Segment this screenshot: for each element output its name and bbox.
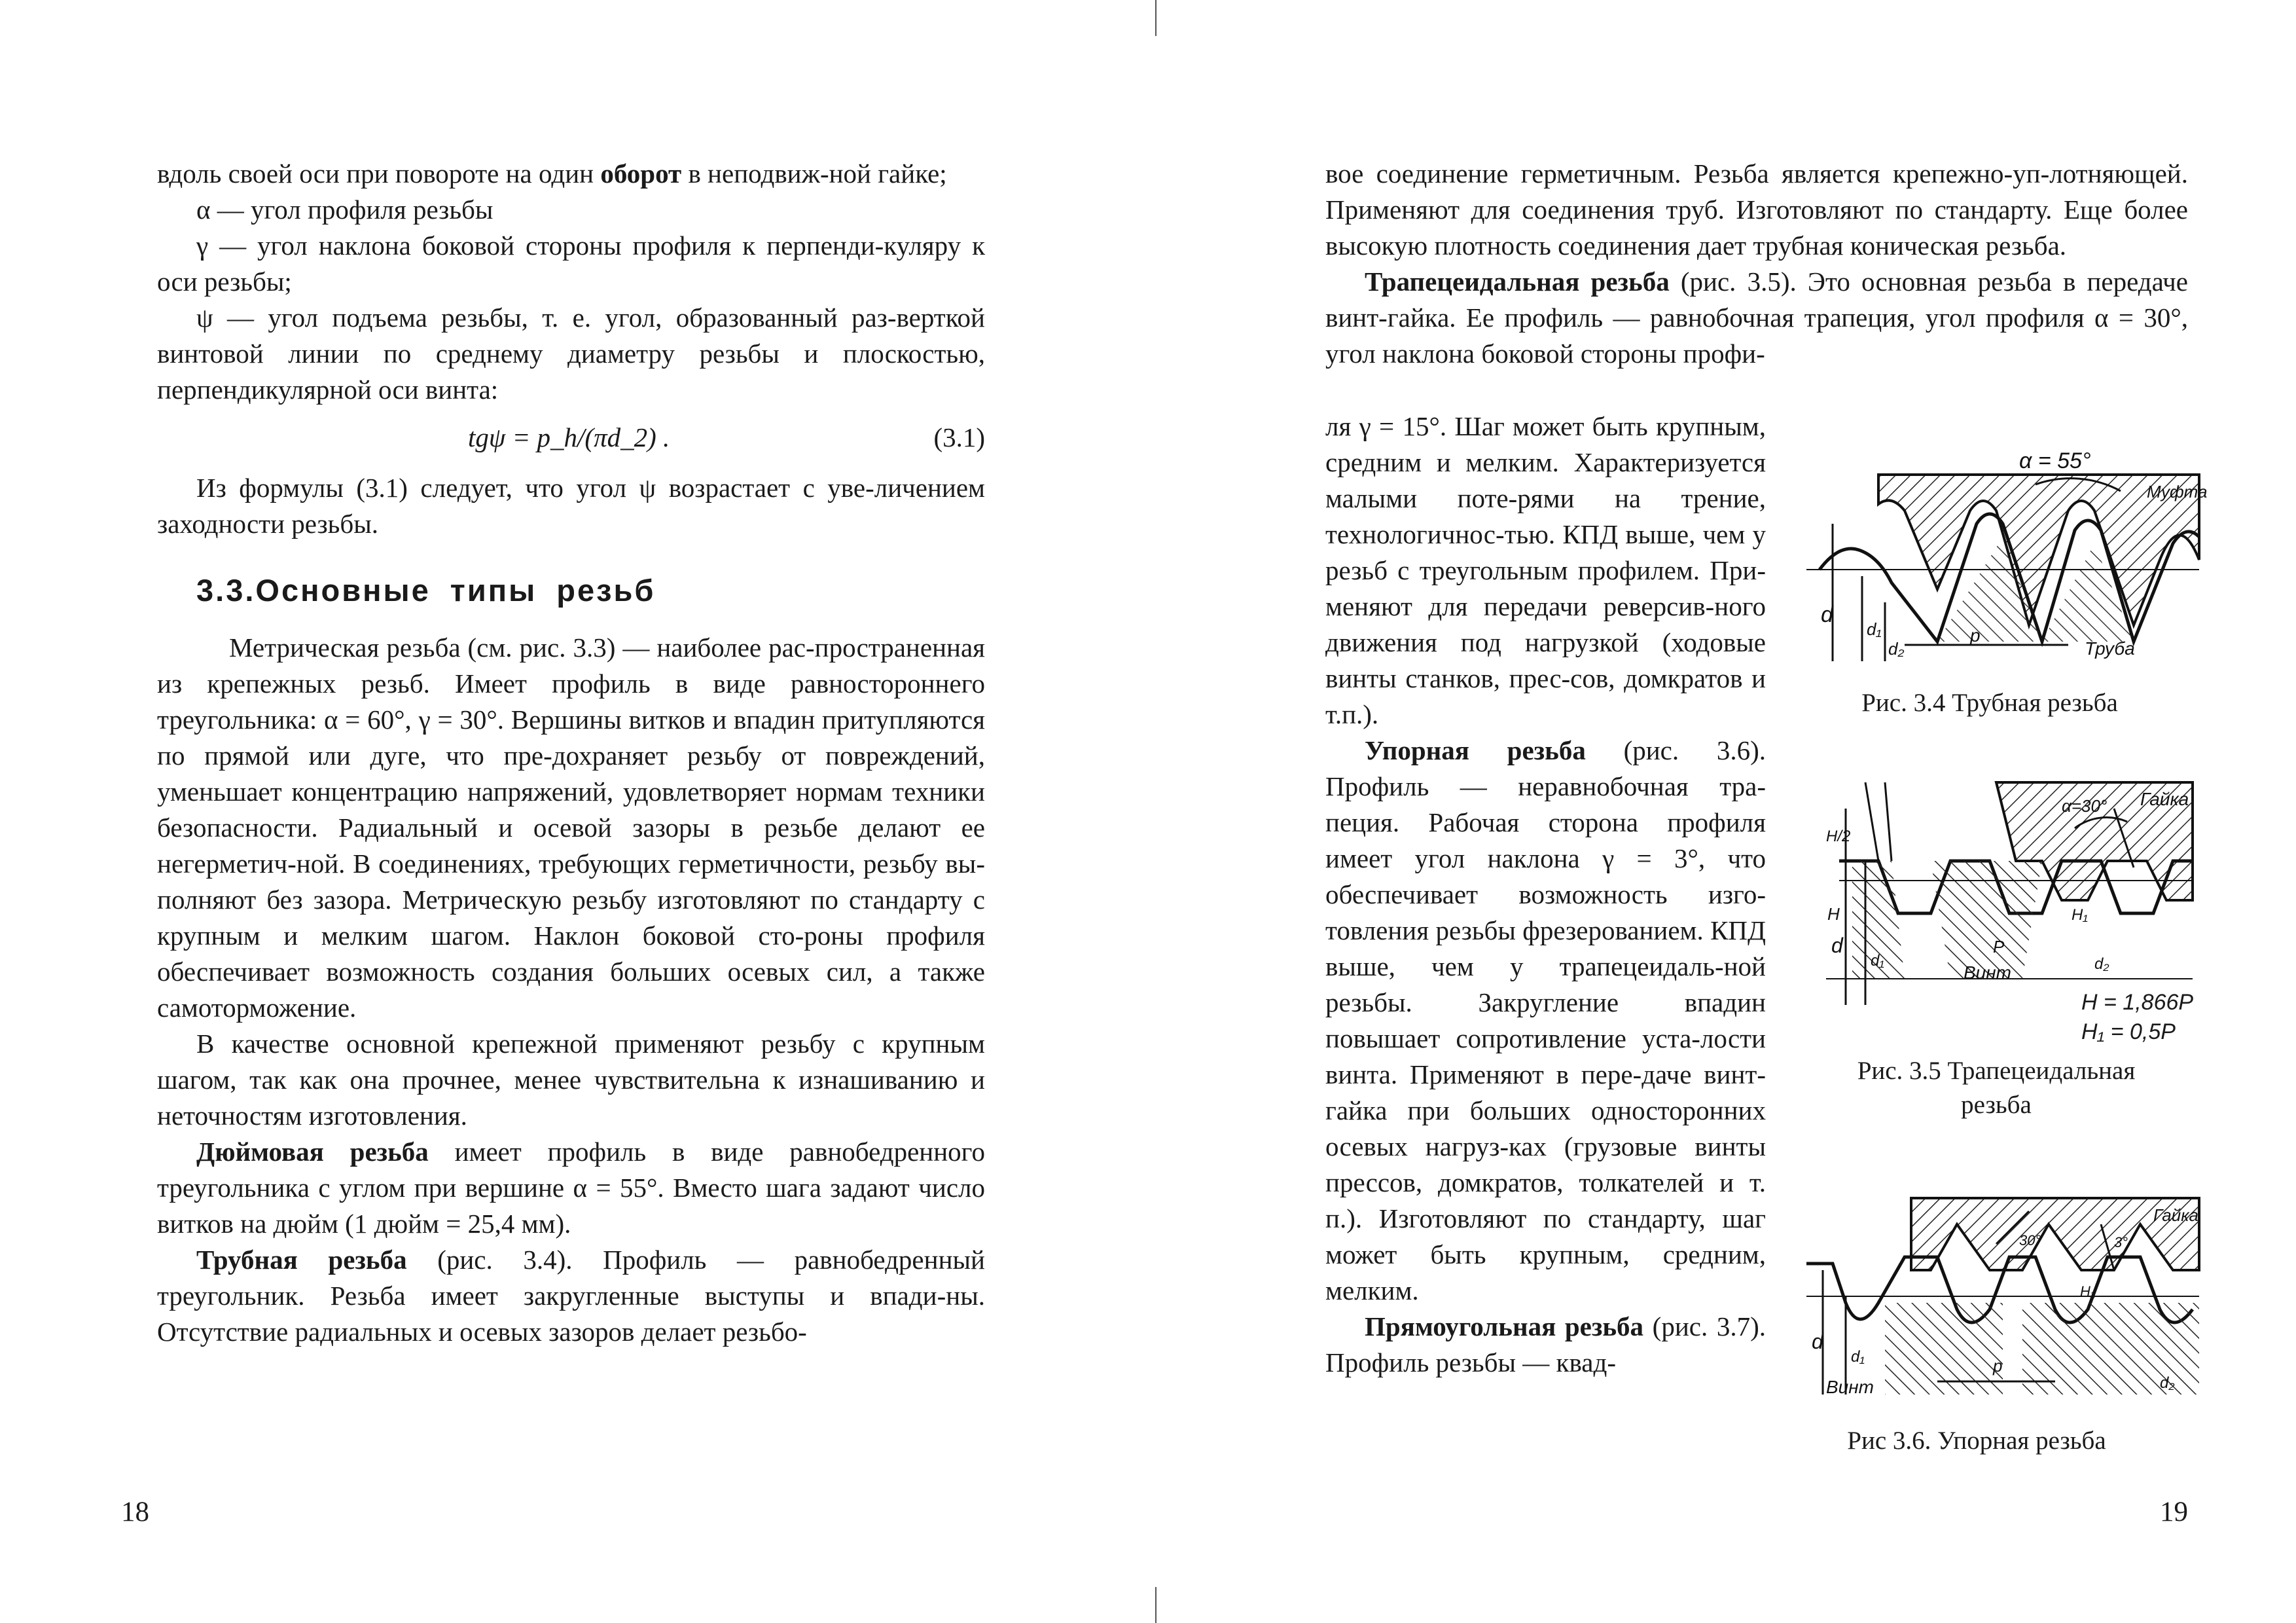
paragraph: Из формулы (3.1) следует, что угол ψ возрастает с уве-личением заходности резьбы. bbox=[157, 473, 985, 539]
right-page-narrow-text bbox=[1325, 409, 1766, 1381]
left-page-number: 18 bbox=[121, 1497, 149, 1527]
label-h1: H₁ bbox=[2072, 906, 2088, 924]
label-3deg: 3° bbox=[2114, 1234, 2128, 1250]
right-page-number: 19 bbox=[2160, 1497, 2188, 1527]
bold-term: Прямоугольная резьба bbox=[1365, 1311, 1644, 1341]
bold-term: оборот bbox=[600, 158, 682, 189]
section-heading: 3.3.Основные типы резьб bbox=[196, 573, 656, 608]
label-alpha-30: α=30° bbox=[2062, 796, 2108, 816]
label-vint: Винт bbox=[1964, 962, 2011, 983]
label-d1-35: d₁ bbox=[1871, 952, 1884, 970]
text-run: ля γ = 15°. Шаг может быть крупным, средним и мелким. Характеризуется малыми поте-рями на трение, технологичнос-тью. КПД выше, чем у резьб с треугольным профилем. При-меняют для передачи реверсив-ного движения под нагрузкой (ходовые винты станков, прес-сов, домкратов и т.п.). bbox=[1325, 411, 1766, 729]
paragraph: ψ — угол подъема резьбы, т. е. угол, образованный раз-верткой винтовой линии по среднему диаметру резьбы и плоскостью, перпендикулярной оси винта: bbox=[157, 302, 985, 405]
label-truba: Труба bbox=[2085, 638, 2135, 659]
figure-3-5-trapezoidal-thread bbox=[1826, 782, 2193, 1018]
crop-mark-bottom bbox=[1155, 1587, 1157, 1623]
paragraph bbox=[157, 1242, 985, 1350]
figure-3-6-caption: Рис 3.6. Упорная резьба bbox=[1847, 1427, 2106, 1455]
paragraph bbox=[1325, 156, 2188, 264]
bold-term: Дюймовая резьба bbox=[196, 1137, 429, 1167]
label-d2-36: d₂ bbox=[2160, 1374, 2175, 1392]
paragraph bbox=[1325, 409, 1766, 733]
label-h: H bbox=[1827, 904, 1840, 924]
label-d1-36: d₁ bbox=[1851, 1348, 1865, 1366]
pipe-hatch bbox=[1846, 551, 1937, 642]
figure-3-4-caption: Рис. 3.4 Трубная резьба bbox=[1861, 689, 2118, 717]
label-d-35: d bbox=[1831, 934, 1843, 957]
figure-3-5-caption: Рис. 3.5 Трапецеидальная резьба bbox=[1857, 1057, 2136, 1119]
paragraph bbox=[1325, 1309, 1766, 1381]
formula-h1: H₁ = 0,5P bbox=[2081, 1019, 2176, 1044]
text-run: В качестве основной крепежной применяют резьбу с крупным шагом, так как она прочнее, менее чувствительна к изнашиванию и неточностям изготовления. bbox=[157, 1029, 985, 1131]
label-vint-36: Винт bbox=[1826, 1377, 1874, 1397]
text-run: вое соединение герметичным. Резьба является крепежно-уп-лотняющей. Применяют для соединения труб. Изготовляют по стандарту. Еще более высокую плотность соединения дает трубная коническая резьба. bbox=[1325, 158, 2188, 261]
paragraph: γ — угол наклона боковой стороны профиля к перпенди-куляру к оси резьбы; bbox=[157, 230, 985, 297]
paragraph bbox=[157, 156, 985, 192]
equation: tgψ = p_h/(πd_2) . bbox=[468, 422, 670, 452]
text-run: в неподвиж-ной гайке; bbox=[681, 158, 947, 189]
text-run: имеет профиль в виде равнобедренного треугольника с углом при вершине α = 55°. Вместо шага задают число витков на дюйм (1 дюйм = 25,4 мм). bbox=[157, 1137, 985, 1239]
label-d1: d₁ bbox=[1867, 619, 1882, 639]
label-d2: d₂ bbox=[1888, 639, 1905, 659]
label-d: d bbox=[1821, 602, 1833, 627]
bold-term: Трапецеидальная резьба bbox=[1365, 266, 1670, 297]
text-run: вдоль своей оси при повороте на один bbox=[157, 158, 601, 189]
label-gaika: Гайка bbox=[2140, 789, 2189, 809]
text-run: Метрическая резьба (см. рис. 3.3) — наиболее рас-пространенная из крепежных резьб. Имеет профиль в виде равностороннего треугольника: α = 60°, γ = 30°. Вершины витков и впадин притупляются по прямой или дуге, что пре-дохраняет резьбу от повреждений, уменьшает концентрацию напряжений, удовлетворяет нормам техники безопасности. Радиальный и осевой зазоры в резьбе делают ее негерметич-ной. В соединениях, требующих герметичности, резьбу вы-полняют без зазора. Метрическую резьбу изготовляют по стандарту с крупным и мелким шагом. Наклон боковой сто-роны профиля обеспечивает возможность создания больших осевых сил, а также самоторможение. bbox=[157, 632, 999, 1023]
label-d2-35: d₂ bbox=[2094, 955, 2109, 973]
label-gaika-36: Гайка bbox=[2153, 1205, 2198, 1225]
label-p-35: P bbox=[1993, 937, 2005, 957]
label-h1-36: H₁ bbox=[2080, 1283, 2095, 1300]
text-run: (рис. 3.7). Профиль резьбы — квад- bbox=[1325, 1311, 1767, 1377]
left-page-text bbox=[157, 156, 999, 1350]
label-muffa: Муфта bbox=[2147, 482, 2208, 501]
label-p-36: p bbox=[1993, 1356, 2003, 1376]
crop-mark-top bbox=[1155, 0, 1157, 36]
right-page-top-text bbox=[1325, 156, 2188, 372]
paragraph bbox=[1325, 733, 1766, 1309]
figure-3-4-pipe-thread bbox=[1806, 445, 2208, 671]
equation-number: (3.1) bbox=[933, 422, 985, 452]
figure-3-6-buttress-thread bbox=[1806, 1198, 2199, 1401]
text-run: (рис. 3.4). Профиль — равнобедренный треугольник. Резьба имеет закругленные выступы и впади-ны. Отсутствие радиальных и осевых зазоров делает резьбо- bbox=[157, 1245, 985, 1347]
paragraph bbox=[157, 1134, 985, 1242]
label-alpha-55: α = 55° bbox=[2019, 448, 2091, 473]
text-run: (рис. 3.6). Профиль — неравнобочная тра-пеция. Рабочая сторона профиля имеет угол наклона γ = 3°, что обеспечивает возможность изго-товления резьбы фрезерованием. КПД выше, чем у трапецеидаль-ной резьбы. Закругление впадин повышает сопротивление уста-лости винта. Применяют в пере-даче винт-гайка при больших односторонних осевых нагруз-ках (грузовые винты прессов, домкратов, толкателей и т. п.). Изготовляют по стандарту, шаг может быть крупным, средним, мелким. bbox=[1325, 735, 1766, 1305]
paragraph bbox=[1325, 264, 2188, 372]
paragraph bbox=[157, 630, 999, 1026]
label-p: p bbox=[1970, 625, 1981, 646]
label-h2: H/2 bbox=[1826, 828, 1851, 845]
equation-row bbox=[157, 420, 985, 456]
bold-term: Трубная резьба bbox=[196, 1245, 407, 1275]
label-d-36: d bbox=[1812, 1330, 1823, 1353]
paragraph: α — угол профиля резьбы bbox=[196, 194, 493, 225]
label-30deg: 30° bbox=[2019, 1232, 2041, 1249]
formula-h: H = 1,866P bbox=[2081, 990, 2194, 1015]
bold-term: Упорная резьба bbox=[1365, 735, 1586, 765]
paragraph bbox=[157, 1026, 985, 1134]
text-run: (рис. 3.5). Это основная резьба в передаче винт-гайка. Ее профиль — равнобочная трапеция, угол профиля α = 30°, угол наклона боковой стороны профи- bbox=[1325, 266, 2188, 369]
